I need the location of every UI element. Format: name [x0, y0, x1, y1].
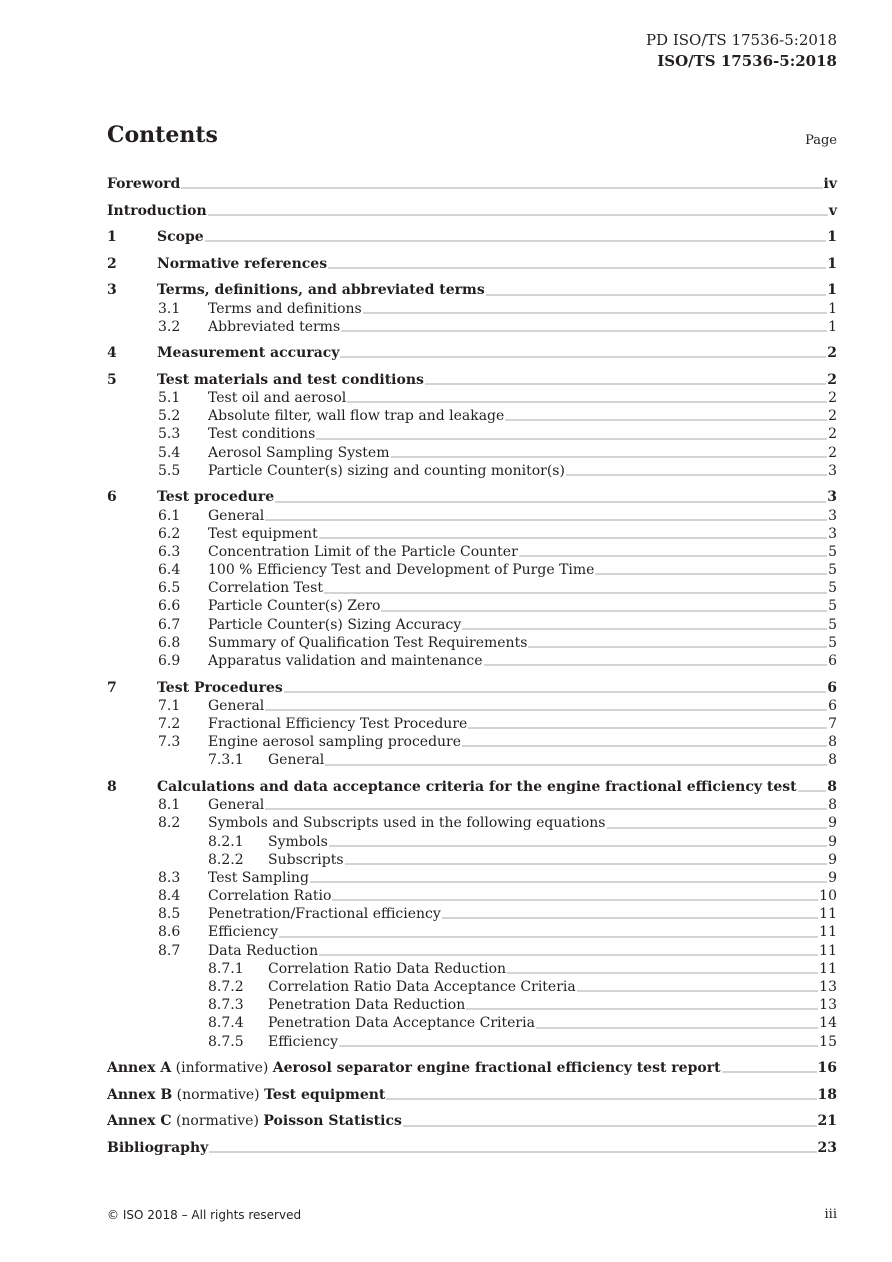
toc-entry-page: 11: [819, 942, 837, 959]
toc-entry-page: 15: [819, 1033, 837, 1050]
page-title: Contents: [107, 122, 218, 148]
dot-leader: [345, 863, 828, 865]
toc-entry[interactable]: [107, 869, 837, 887]
toc-entry-page: 3: [827, 489, 837, 506]
footer-copyright: © ISO 2018 – All rights reserved: [107, 1208, 302, 1222]
toc-entry-title: [107, 1112, 402, 1130]
toc-entry-number: 8.1: [158, 797, 181, 814]
toc-entry-number: 6.1: [158, 507, 181, 524]
toc-entry[interactable]: [107, 960, 837, 978]
toc-entry-page: 1: [827, 229, 837, 246]
toc-entry-page: 9: [828, 851, 837, 868]
page-column-label: Page: [805, 133, 837, 148]
toc-entry-title: [107, 1086, 385, 1104]
toc-entry-title: Apparatus validation and maintenance: [208, 653, 483, 670]
toc-entry[interactable]: [107, 543, 837, 561]
toc-entry-page: 11: [819, 960, 837, 977]
toc-entry[interactable]: [107, 634, 837, 652]
toc-entry-page: 8: [828, 734, 837, 751]
dot-leader: [462, 628, 827, 630]
toc-entry[interactable]: [107, 228, 837, 246]
toc-entry[interactable]: [107, 697, 837, 715]
toc-entry-number: 8.4: [158, 888, 181, 905]
toc-entry[interactable]: [107, 407, 837, 425]
toc-entry-page: 5: [828, 562, 837, 579]
toc-entry[interactable]: [107, 344, 837, 362]
toc-entry-page: 5: [828, 580, 837, 597]
dot-leader: [486, 294, 827, 296]
toc-entry-page: 2: [828, 408, 837, 425]
toc-entry-page: 5: [828, 598, 837, 615]
toc-entry-number: 5.4: [158, 444, 181, 461]
annex-title: Aerosol separator engine fractional efficiency test report: [272, 1060, 721, 1077]
toc-entry-page: v: [828, 202, 837, 219]
toc-entry-page: 11: [819, 906, 837, 923]
toc-entry-number: 5.5: [158, 462, 181, 479]
toc-entry-number: 7.3.1: [208, 752, 244, 769]
header-doc-id: PD ISO/TS 17536-5:2018: [645, 31, 837, 49]
dot-leader: [607, 827, 828, 829]
toc-entry-page: 14: [819, 1015, 837, 1032]
toc-entry-number: 8.3: [158, 869, 181, 886]
toc-entry-number: 8.7.3: [208, 997, 244, 1014]
toc-entry[interactable]: [107, 488, 837, 506]
toc-entry-title: Measurement accuracy: [157, 345, 340, 362]
annex-label: Annex A: [107, 1060, 172, 1077]
toc-entry-title: Correlation Ratio Data Acceptance Criteria: [268, 979, 576, 996]
toc-entry[interactable]: [107, 255, 837, 273]
toc-entry[interactable]: [107, 1059, 837, 1077]
toc-entry-page: 11: [819, 924, 837, 941]
annex-title: Test equipment: [264, 1086, 386, 1103]
toc-entry[interactable]: [107, 833, 837, 851]
toc-entry-page: 1: [827, 255, 837, 272]
toc-entry-title: Efficiency: [208, 924, 279, 941]
dot-leader: [536, 1027, 818, 1029]
dot-leader: [403, 1125, 817, 1127]
dot-leader: [265, 519, 827, 521]
toc-entry[interactable]: [107, 778, 837, 796]
dot-leader: [484, 664, 828, 666]
toc-entry-page: 13: [819, 997, 837, 1014]
toc-entry[interactable]: [107, 579, 837, 597]
dot-leader: [425, 383, 826, 385]
toc-entry-title: Foreword: [107, 176, 181, 192]
toc-entry-number: 8.6: [158, 924, 181, 941]
toc-entry-number: 8.2: [158, 815, 181, 832]
toc-entry[interactable]: [107, 923, 837, 941]
toc-entry[interactable]: [107, 1139, 837, 1157]
annex-kind: (normative): [171, 1113, 264, 1130]
annex-title: Poisson Statistics: [263, 1113, 402, 1130]
dot-leader: [209, 1151, 816, 1153]
toc-entry-number: 7.3: [158, 734, 181, 751]
toc-entry-title: Calculations and data acceptance criteria for the engine fractional efficiency test: [157, 778, 797, 795]
toc-entry[interactable]: [107, 1112, 837, 1130]
toc-entry-page: 3: [828, 525, 837, 542]
toc-entry-number: 8.2.2: [208, 851, 244, 868]
toc-entry-number: 5: [107, 371, 117, 388]
dot-leader: [328, 267, 826, 269]
annex-label: Annex B: [107, 1086, 173, 1103]
toc-entry-title: Penetration Data Reduction: [268, 997, 466, 1014]
toc-entry-page: 6: [827, 679, 837, 696]
toc-entry[interactable]: [107, 597, 837, 615]
dot-leader: [468, 727, 827, 729]
toc-entry-number: 8.7.1: [208, 960, 244, 977]
toc-entry-number: 5.3: [158, 426, 181, 443]
toc-entry-page: 2: [828, 444, 837, 461]
toc-entry-number: 3: [107, 282, 117, 299]
toc-entry[interactable]: [107, 1014, 837, 1032]
toc-entry-page: 23: [817, 1139, 837, 1156]
toc-entry-number: 2: [107, 255, 117, 272]
dot-leader: [205, 240, 827, 242]
toc-entry-title: Symbols and Subscripts used in the following equations: [208, 815, 606, 832]
toc-entry-page: 10: [819, 888, 837, 905]
dot-leader: [265, 808, 827, 810]
toc-entry-page: 3: [828, 462, 837, 479]
toc-entry[interactable]: [107, 425, 837, 443]
toc-entry-number: 8.7.2: [208, 979, 244, 996]
dot-leader: [208, 214, 828, 216]
toc-entry-number: 6.6: [158, 598, 181, 615]
toc-entry[interactable]: [107, 1086, 837, 1104]
toc-entry-number: 7.2: [158, 716, 181, 732]
toc-entry-number: 7.1: [158, 697, 181, 714]
toc-entry-title: Aerosol Sampling System: [208, 444, 390, 461]
toc-entry[interactable]: [107, 300, 837, 318]
toc-entry-title: Correlation Ratio Data Reduction: [268, 960, 507, 977]
toc-entry-title: Particle Counter(s) sizing and counting monitor(s): [208, 462, 565, 479]
toc-entry-number: 6.4: [158, 562, 181, 579]
toc-entry[interactable]: [107, 851, 837, 869]
header-doc-id-bold: ISO/TS 17536-5:2018: [657, 52, 837, 70]
dot-leader: [391, 456, 828, 458]
dot-leader: [275, 501, 826, 503]
toc-entry-title: Test Procedures: [157, 679, 283, 696]
annex-label: Annex C: [107, 1113, 172, 1130]
toc-entry-number: 6.8: [158, 634, 181, 651]
toc-entry-title: Correlation Test: [208, 580, 323, 597]
toc-entry-page: 8: [828, 752, 837, 769]
toc-entry-title: Particle Counter(s) Zero: [208, 598, 381, 615]
toc-entry-title: Fractional Efficiency Test Procedure: [208, 716, 468, 732]
dot-leader: [347, 401, 827, 403]
toc-entry[interactable]: [107, 733, 837, 751]
toc-entry[interactable]: [107, 905, 837, 923]
toc-entry-page: 5: [828, 634, 837, 651]
toc-entry-number: 3.1: [158, 300, 181, 317]
toc-entry-title: Test equipment: [208, 525, 318, 542]
dot-leader: [577, 990, 818, 992]
toc-entry-title: Engine aerosol sampling procedure: [208, 734, 462, 751]
toc-entry-page: 21: [817, 1113, 837, 1130]
toc-entry-page: 9: [828, 815, 837, 832]
toc-entry-title: Terms, definitions, and abbreviated terms: [157, 282, 485, 299]
toc-entry-title: Test conditions: [208, 426, 316, 443]
toc-entry-page: 16: [817, 1060, 837, 1077]
toc-entry-number: 6.7: [158, 616, 181, 633]
toc-entry-page: 6: [828, 697, 837, 714]
toc-entry-title: General: [268, 752, 325, 769]
dot-leader: [316, 438, 827, 440]
dot-leader: [442, 917, 818, 919]
toc-entry-title: Absolute filter, wall flow trap and leakage: [208, 408, 505, 425]
toc-entry-title: Efficiency: [268, 1033, 339, 1050]
toc-entry-page: 8: [828, 797, 837, 814]
toc-entry-page: 5: [828, 543, 837, 560]
dot-leader: [505, 419, 827, 421]
toc-entry[interactable]: [107, 318, 837, 336]
toc-entry-number: 7: [107, 679, 117, 696]
toc-entry-title: Correlation Ratio: [208, 888, 332, 905]
dot-leader: [279, 936, 818, 938]
toc-entry[interactable]: [107, 751, 837, 769]
toc-entry-title: Test oil and aerosol: [208, 390, 347, 407]
toc-entry-title: Abbreviated terms: [208, 318, 341, 335]
dot-leader: [363, 312, 827, 314]
toc-entry-page: 7: [828, 716, 837, 732]
toc-entry-number: 6.9: [158, 653, 181, 670]
dot-leader: [722, 1071, 817, 1073]
toc-entry-title: General: [208, 507, 265, 524]
dot-leader: [265, 709, 827, 711]
toc-entry-number: 8.7: [158, 942, 181, 959]
toc-entry-title: Penetration Data Acceptance Criteria: [268, 1015, 535, 1032]
toc-entry[interactable]: [107, 652, 837, 670]
toc-entry-number: 8.7.5: [208, 1033, 244, 1050]
dot-leader: [324, 592, 827, 594]
toc-entry-title: 100 % Efficiency Test and Development of Purge Time: [208, 562, 595, 579]
toc-entry-page: iv: [823, 176, 837, 192]
toc-entry[interactable]: [107, 389, 837, 407]
toc-entry-page: 6: [828, 653, 837, 670]
dot-leader: [325, 764, 827, 766]
toc-entry-page: 18: [817, 1086, 837, 1103]
toc-entry-page: 9: [828, 869, 837, 886]
dot-leader: [340, 356, 826, 358]
toc-entry-page: 3: [828, 507, 837, 524]
toc-entry-title: Bibliography: [107, 1139, 209, 1156]
toc-entry[interactable]: [107, 978, 837, 996]
toc-entry-number: 8: [107, 778, 117, 795]
toc-entry-title: Test materials and test conditions: [157, 371, 424, 388]
dot-leader: [528, 646, 827, 648]
dot-leader: [519, 555, 827, 557]
toc-entry-page: 2: [827, 345, 837, 362]
toc-entry-title: Introduction: [107, 202, 207, 219]
toc-entry[interactable]: [107, 616, 837, 634]
dot-leader: [595, 573, 827, 575]
toc-entry[interactable]: [107, 1033, 837, 1051]
toc-entry-page: 2: [827, 371, 837, 388]
dot-leader: [381, 610, 827, 612]
toc-entry-title: Concentration Limit of the Particle Counter: [208, 543, 518, 560]
dot-leader: [181, 187, 822, 189]
toc-entry-title: Data Reduction: [208, 942, 319, 959]
toc-entry-number: 6.2: [158, 525, 181, 542]
table-of-contents: [107, 175, 837, 1157]
toc-entry-title: Summary of Qualification Test Requirements: [208, 634, 528, 651]
toc-entry-number: 8.5: [158, 906, 181, 923]
toc-entry[interactable]: [107, 814, 837, 832]
toc-entry-number: 8.7.4: [208, 1015, 244, 1032]
toc-entry-number: 1: [107, 229, 117, 246]
dot-leader: [319, 954, 818, 956]
toc-entry[interactable]: [107, 996, 837, 1014]
toc-entry[interactable]: [107, 175, 837, 193]
toc-entry[interactable]: [107, 281, 837, 299]
toc-entry-number: 5.2: [158, 408, 181, 425]
toc-entry-page: 1: [828, 318, 837, 335]
toc-entry-page: 9: [828, 833, 837, 850]
toc-entry[interactable]: [107, 715, 837, 733]
dot-leader: [566, 474, 827, 476]
toc-entry-title: Terms and definitions: [208, 300, 362, 317]
dot-leader: [310, 881, 827, 883]
toc-entry-page: 2: [828, 390, 837, 407]
toc-entry[interactable]: [107, 796, 837, 814]
toc-entry-page: 5: [828, 616, 837, 633]
toc-entry[interactable]: [107, 525, 837, 543]
toc-entry-title: Scope: [157, 229, 204, 246]
toc-entry-title: Symbols: [268, 833, 328, 850]
toc-entry-title: Test Sampling: [208, 869, 309, 886]
toc-entry-title: Test procedure: [157, 489, 275, 506]
toc-entry-title: [107, 1059, 721, 1077]
toc-entry-number: 6.3: [158, 543, 181, 560]
dot-leader: [332, 899, 818, 901]
annex-kind: (informative): [171, 1060, 273, 1077]
toc-entry-number: 5.1: [158, 390, 181, 407]
toc-entry[interactable]: [107, 462, 837, 480]
dot-leader: [341, 330, 827, 332]
dot-leader: [798, 790, 827, 792]
toc-entry-page: 13: [819, 979, 837, 996]
toc-entry-number: 6: [107, 489, 117, 506]
toc-entry[interactable]: [107, 202, 837, 220]
dot-leader: [329, 845, 827, 847]
dot-leader: [507, 972, 818, 974]
toc-entry-title: Penetration/Fractional efficiency: [208, 906, 441, 923]
toc-entry-title: General: [208, 697, 265, 714]
annex-kind: (normative): [172, 1086, 265, 1103]
toc-entry[interactable]: [107, 561, 837, 579]
toc-entry[interactable]: [107, 371, 837, 389]
toc-entry-title: General: [208, 797, 265, 814]
toc-entry-page: 2: [828, 426, 837, 443]
toc-entry-title: Particle Counter(s) Sizing Accuracy: [208, 616, 462, 633]
toc-entry[interactable]: [107, 444, 837, 462]
toc-entry-title: Normative references: [157, 255, 328, 272]
toc-entry-title: Subscripts: [268, 851, 344, 868]
toc-entry-page: 1: [827, 282, 837, 299]
toc-entry[interactable]: [107, 942, 837, 960]
toc-entry[interactable]: [107, 507, 837, 525]
footer-page-number: iii: [824, 1207, 837, 1222]
dot-leader: [284, 691, 827, 693]
toc-entry-number: 3.2: [158, 318, 181, 335]
toc-entry-page: 8: [827, 778, 837, 795]
toc-entry[interactable]: [107, 887, 837, 905]
dot-leader: [466, 1008, 818, 1010]
toc-entry-number: 6.5: [158, 580, 181, 597]
dot-leader: [319, 537, 827, 539]
toc-entry-number: 8.2.1: [208, 833, 244, 850]
dot-leader: [339, 1045, 818, 1047]
toc-entry-number: 4: [107, 345, 117, 362]
dot-leader: [386, 1098, 816, 1100]
toc-entry[interactable]: [107, 679, 837, 697]
toc-entry-page: 1: [828, 300, 837, 317]
dot-leader: [462, 745, 827, 747]
